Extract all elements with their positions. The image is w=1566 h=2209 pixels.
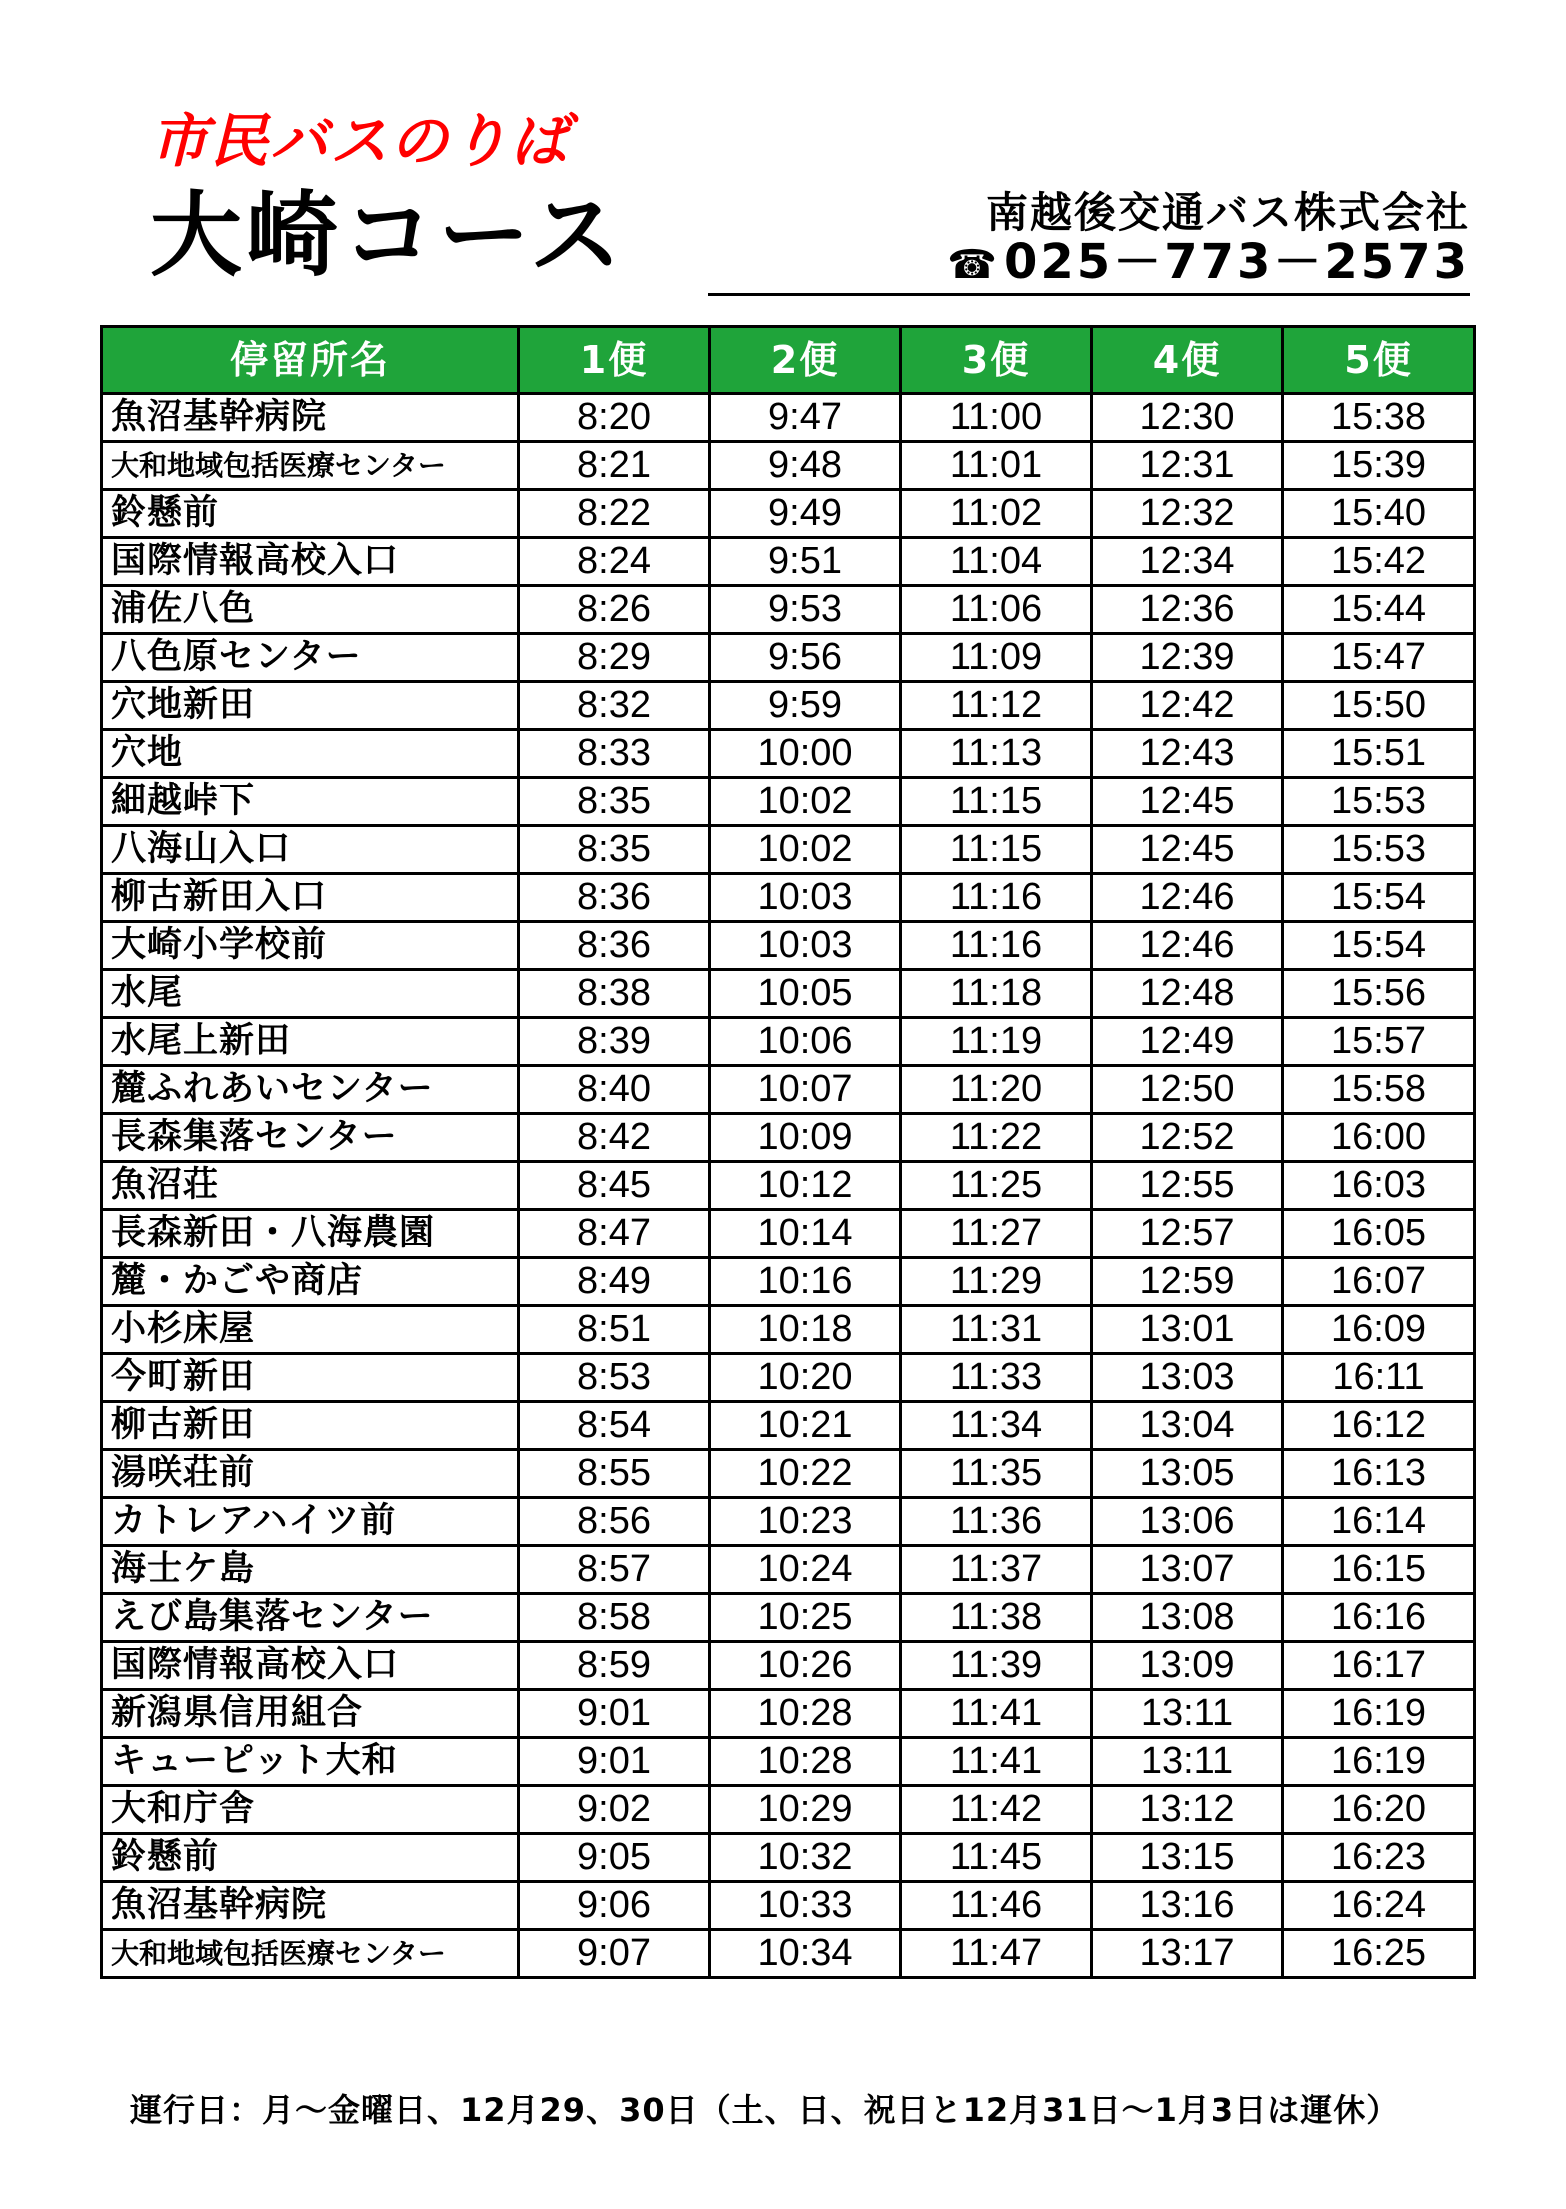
company-name: 南越後交通バス株式会社: [985, 188, 1470, 237]
departure-time-trip-4: 12:55: [1092, 1162, 1283, 1210]
departure-time-trip-5: 16:07: [1283, 1258, 1475, 1306]
departure-time-trip-4: 13:09: [1092, 1642, 1283, 1690]
stop-name: 麓・かごや商店: [102, 1258, 519, 1306]
stop-name: カトレアハイツ前: [102, 1498, 519, 1546]
departure-time-trip-1: 8:39: [519, 1018, 710, 1066]
departure-time-trip-2: 9:51: [710, 538, 901, 586]
departure-time-trip-4: 13:08: [1092, 1594, 1283, 1642]
table-row: [102, 922, 1475, 970]
departure-time-trip-2: 10:06: [710, 1018, 901, 1066]
departure-time-trip-4: 12:46: [1092, 874, 1283, 922]
table-row: [102, 1546, 1475, 1594]
stop-name: 浦佐八色: [102, 586, 519, 634]
departure-time-trip-3: 11:45: [901, 1834, 1092, 1882]
departure-time-trip-1: 8:21: [519, 442, 710, 490]
column-header-stop: 停留所名: [102, 327, 519, 394]
table-row: [102, 970, 1475, 1018]
departure-time-trip-3: 11:42: [901, 1786, 1092, 1834]
departure-time-trip-5: 15:40: [1283, 490, 1475, 538]
stop-name: キューピット大和: [102, 1738, 519, 1786]
departure-time-trip-2: 10:09: [710, 1114, 901, 1162]
departure-time-trip-4: 12:49: [1092, 1018, 1283, 1066]
departure-time-trip-5: 16:24: [1283, 1882, 1475, 1930]
departure-time-trip-2: 10:20: [710, 1354, 901, 1402]
header-divider: [708, 293, 1470, 296]
stop-name: 新潟県信用組合: [102, 1690, 519, 1738]
departure-time-trip-3: 11:00: [901, 394, 1092, 442]
table-row: [102, 778, 1475, 826]
departure-time-trip-2: 10:07: [710, 1066, 901, 1114]
departure-time-trip-2: 10:21: [710, 1402, 901, 1450]
departure-time-trip-4: 13:11: [1092, 1690, 1283, 1738]
departure-time-trip-4: 12:32: [1092, 490, 1283, 538]
departure-time-trip-1: 8:22: [519, 490, 710, 538]
departure-time-trip-5: 15:57: [1283, 1018, 1475, 1066]
stop-name: 鈴懸前: [102, 1834, 519, 1882]
departure-time-trip-4: 13:04: [1092, 1402, 1283, 1450]
column-header-trip-1: 1便: [519, 327, 710, 394]
departure-time-trip-5: 16:00: [1283, 1114, 1475, 1162]
table-row: [102, 1930, 1475, 1978]
timetable: [100, 325, 1476, 1979]
departure-time-trip-2: 10:02: [710, 826, 901, 874]
departure-time-trip-3: 11:39: [901, 1642, 1092, 1690]
departure-time-trip-2: 10:25: [710, 1594, 901, 1642]
departure-time-trip-5: 15:58: [1283, 1066, 1475, 1114]
departure-time-trip-2: 10:00: [710, 730, 901, 778]
departure-time-trip-3: 11:22: [901, 1114, 1092, 1162]
departure-time-trip-2: 9:48: [710, 442, 901, 490]
departure-time-trip-2: 10:18: [710, 1306, 901, 1354]
departure-time-trip-5: 16:13: [1283, 1450, 1475, 1498]
departure-time-trip-3: 11:15: [901, 826, 1092, 874]
departure-time-trip-5: 15:47: [1283, 634, 1475, 682]
table-row: [102, 730, 1475, 778]
table-row: [102, 1498, 1475, 1546]
stop-name: 水尾上新田: [102, 1018, 519, 1066]
table-row: [102, 1594, 1475, 1642]
departure-time-trip-3: 11:13: [901, 730, 1092, 778]
departure-time-trip-1: 8:29: [519, 634, 710, 682]
departure-time-trip-4: 12:34: [1092, 538, 1283, 586]
table-row: [102, 538, 1475, 586]
departure-time-trip-4: 12:52: [1092, 1114, 1283, 1162]
table-row: [102, 586, 1475, 634]
table-row: [102, 1210, 1475, 1258]
departure-time-trip-2: 9:47: [710, 394, 901, 442]
stop-name: 今町新田: [102, 1354, 519, 1402]
departure-time-trip-2: 10:14: [710, 1210, 901, 1258]
departure-time-trip-1: 9:01: [519, 1690, 710, 1738]
departure-time-trip-3: 11:41: [901, 1690, 1092, 1738]
departure-time-trip-5: 16:03: [1283, 1162, 1475, 1210]
departure-time-trip-2: 10:02: [710, 778, 901, 826]
stop-name: 鈴懸前: [102, 490, 519, 538]
departure-time-trip-4: 12:39: [1092, 634, 1283, 682]
departure-time-trip-3: 11:20: [901, 1066, 1092, 1114]
departure-time-trip-1: 8:40: [519, 1066, 710, 1114]
departure-time-trip-2: 9:53: [710, 586, 901, 634]
departure-time-trip-1: 8:56: [519, 1498, 710, 1546]
departure-time-trip-2: 10:28: [710, 1738, 901, 1786]
table-row: [102, 1882, 1475, 1930]
departure-time-trip-1: 8:54: [519, 1402, 710, 1450]
table-row: [102, 1018, 1475, 1066]
departure-time-trip-5: 15:44: [1283, 586, 1475, 634]
table-row: [102, 394, 1475, 442]
page-title: 大崎コース: [150, 182, 626, 289]
departure-time-trip-5: 15:56: [1283, 970, 1475, 1018]
departure-time-trip-3: 11:15: [901, 778, 1092, 826]
departure-time-trip-4: 12:57: [1092, 1210, 1283, 1258]
departure-time-trip-3: 11:33: [901, 1354, 1092, 1402]
departure-time-trip-4: 12:42: [1092, 682, 1283, 730]
departure-time-trip-1: 8:49: [519, 1258, 710, 1306]
departure-time-trip-2: 10:33: [710, 1882, 901, 1930]
departure-time-trip-4: 13:06: [1092, 1498, 1283, 1546]
departure-time-trip-3: 11:27: [901, 1210, 1092, 1258]
departure-time-trip-3: 11:37: [901, 1546, 1092, 1594]
departure-time-trip-1: 8:36: [519, 922, 710, 970]
stop-name: 魚沼基幹病院: [102, 1882, 519, 1930]
departure-time-trip-3: 11:01: [901, 442, 1092, 490]
column-header-trip-4: 4便: [1092, 327, 1283, 394]
stop-name: 八色原センター: [102, 634, 519, 682]
departure-time-trip-2: 10:16: [710, 1258, 901, 1306]
table-row: [102, 874, 1475, 922]
departure-time-trip-5: 15:53: [1283, 826, 1475, 874]
stop-name: 大和地域包括医療センター: [102, 1930, 519, 1978]
departure-time-trip-5: 15:38: [1283, 394, 1475, 442]
departure-time-trip-5: 15:54: [1283, 874, 1475, 922]
table-row: [102, 1642, 1475, 1690]
stop-name: 魚沼荘: [102, 1162, 519, 1210]
departure-time-trip-3: 11:46: [901, 1882, 1092, 1930]
departure-time-trip-1: 8:20: [519, 394, 710, 442]
stop-name: 細越峠下: [102, 778, 519, 826]
departure-time-trip-5: 16:19: [1283, 1738, 1475, 1786]
departure-time-trip-2: 10:23: [710, 1498, 901, 1546]
departure-time-trip-2: 9:49: [710, 490, 901, 538]
departure-time-trip-2: 10:34: [710, 1930, 901, 1978]
table-row: [102, 1786, 1475, 1834]
stop-name: 長森集落センター: [102, 1114, 519, 1162]
departure-time-trip-2: 10:32: [710, 1834, 901, 1882]
departure-time-trip-5: 16:11: [1283, 1354, 1475, 1402]
departure-time-trip-5: 15:39: [1283, 442, 1475, 490]
phone-number: [947, 234, 1470, 290]
stop-name: 柳古新田: [102, 1402, 519, 1450]
departure-time-trip-5: 16:05: [1283, 1210, 1475, 1258]
departure-time-trip-1: 9:02: [519, 1786, 710, 1834]
table-row: [102, 1258, 1475, 1306]
departure-time-trip-1: 9:01: [519, 1738, 710, 1786]
departure-time-trip-3: 11:09: [901, 634, 1092, 682]
stop-name: 湯咲荘前: [102, 1450, 519, 1498]
departure-time-trip-1: 8:35: [519, 826, 710, 874]
table-row: [102, 634, 1475, 682]
departure-time-trip-2: 10:24: [710, 1546, 901, 1594]
departure-time-trip-5: 16:17: [1283, 1642, 1475, 1690]
stop-name: えび島集落センター: [102, 1594, 519, 1642]
departure-time-trip-4: 13:01: [1092, 1306, 1283, 1354]
departure-time-trip-2: 10:26: [710, 1642, 901, 1690]
departure-time-trip-4: 12:45: [1092, 826, 1283, 874]
departure-time-trip-1: 8:51: [519, 1306, 710, 1354]
departure-time-trip-2: 10:12: [710, 1162, 901, 1210]
departure-time-trip-4: 13:03: [1092, 1354, 1283, 1402]
departure-time-trip-4: 12:50: [1092, 1066, 1283, 1114]
departure-time-trip-5: 16:19: [1283, 1690, 1475, 1738]
stop-name: 小杉床屋: [102, 1306, 519, 1354]
stop-name: 大和地域包括医療センター: [102, 442, 519, 490]
departure-time-trip-4: 12:31: [1092, 442, 1283, 490]
departure-time-trip-5: 15:53: [1283, 778, 1475, 826]
departure-time-trip-1: 8:36: [519, 874, 710, 922]
departure-time-trip-5: 16:12: [1283, 1402, 1475, 1450]
departure-time-trip-4: 12:36: [1092, 586, 1283, 634]
subtitle: 市民バスのりば: [150, 107, 571, 175]
table-row: [102, 682, 1475, 730]
column-header-trip-2: 2便: [710, 327, 901, 394]
stop-name: 八海山入口: [102, 826, 519, 874]
stop-name: 国際情報高校入口: [102, 538, 519, 586]
departure-time-trip-5: 15:50: [1283, 682, 1475, 730]
departure-time-trip-1: 9:05: [519, 1834, 710, 1882]
departure-time-trip-1: 8:26: [519, 586, 710, 634]
departure-time-trip-1: 8:38: [519, 970, 710, 1018]
departure-time-trip-4: 13:05: [1092, 1450, 1283, 1498]
table-row: [102, 1402, 1475, 1450]
table-row: [102, 1306, 1475, 1354]
departure-time-trip-3: 11:25: [901, 1162, 1092, 1210]
departure-time-trip-3: 11:29: [901, 1258, 1092, 1306]
table-row: [102, 1162, 1475, 1210]
departure-time-trip-5: 16:09: [1283, 1306, 1475, 1354]
departure-time-trip-1: 8:53: [519, 1354, 710, 1402]
departure-time-trip-3: 11:47: [901, 1930, 1092, 1978]
table-row: [102, 442, 1475, 490]
stop-name: 長森新田・八海農園: [102, 1210, 519, 1258]
departure-time-trip-1: 8:45: [519, 1162, 710, 1210]
phone-icon: ☎: [947, 242, 1000, 288]
departure-time-trip-5: 16:14: [1283, 1498, 1475, 1546]
table-row: [102, 1450, 1475, 1498]
departure-time-trip-1: 8:35: [519, 778, 710, 826]
departure-time-trip-4: 12:48: [1092, 970, 1283, 1018]
departure-time-trip-2: 10:29: [710, 1786, 901, 1834]
departure-time-trip-4: 12:43: [1092, 730, 1283, 778]
departure-time-trip-2: 9:56: [710, 634, 901, 682]
departure-time-trip-4: 13:16: [1092, 1882, 1283, 1930]
departure-time-trip-1: 9:07: [519, 1930, 710, 1978]
departure-time-trip-3: 11:04: [901, 538, 1092, 586]
departure-time-trip-3: 11:16: [901, 874, 1092, 922]
stop-name: 国際情報高校入口: [102, 1642, 519, 1690]
departure-time-trip-3: 11:18: [901, 970, 1092, 1018]
departure-time-trip-4: 13:15: [1092, 1834, 1283, 1882]
departure-time-trip-5: 15:54: [1283, 922, 1475, 970]
departure-time-trip-4: 12:45: [1092, 778, 1283, 826]
departure-time-trip-5: 16:25: [1283, 1930, 1475, 1978]
departure-time-trip-4: 13:12: [1092, 1786, 1283, 1834]
departure-time-trip-2: 9:59: [710, 682, 901, 730]
departure-time-trip-3: 11:19: [901, 1018, 1092, 1066]
departure-time-trip-3: 11:35: [901, 1450, 1092, 1498]
departure-time-trip-4: 13:17: [1092, 1930, 1283, 1978]
departure-time-trip-1: 8:47: [519, 1210, 710, 1258]
departure-time-trip-3: 11:16: [901, 922, 1092, 970]
departure-time-trip-3: 11:02: [901, 490, 1092, 538]
phone-number-text: 025－773－2573: [1004, 234, 1470, 290]
departure-time-trip-3: 11:06: [901, 586, 1092, 634]
departure-time-trip-4: 12:59: [1092, 1258, 1283, 1306]
departure-time-trip-5: 15:42: [1283, 538, 1475, 586]
stop-name: 魚沼基幹病院: [102, 394, 519, 442]
table-row: [102, 1738, 1475, 1786]
timetable-header-row: [102, 327, 1475, 394]
departure-time-trip-1: 8:58: [519, 1594, 710, 1642]
departure-time-trip-4: 13:11: [1092, 1738, 1283, 1786]
departure-time-trip-2: 10:28: [710, 1690, 901, 1738]
departure-time-trip-1: 8:33: [519, 730, 710, 778]
departure-time-trip-3: 11:36: [901, 1498, 1092, 1546]
departure-time-trip-2: 10:03: [710, 874, 901, 922]
stop-name: 柳古新田入口: [102, 874, 519, 922]
stop-name: 水尾: [102, 970, 519, 1018]
departure-time-trip-2: 10:05: [710, 970, 901, 1018]
departure-time-trip-5: 16:23: [1283, 1834, 1475, 1882]
table-row: [102, 1114, 1475, 1162]
timetable-body: [102, 394, 1475, 1978]
departure-time-trip-5: 16:16: [1283, 1594, 1475, 1642]
operating-days-note: 運行日：月～金曜日、12月29、30日（土、日、祝日と12月31日～1月3日は運休）: [130, 2091, 1400, 2129]
stop-name: 麓ふれあいセンター: [102, 1066, 519, 1114]
table-row: [102, 490, 1475, 538]
departure-time-trip-1: 9:06: [519, 1882, 710, 1930]
departure-time-trip-3: 11:31: [901, 1306, 1092, 1354]
table-row: [102, 1066, 1475, 1114]
column-header-trip-5: 5便: [1283, 327, 1475, 394]
table-row: [102, 1690, 1475, 1738]
stop-name: 大和庁舎: [102, 1786, 519, 1834]
departure-time-trip-5: 16:15: [1283, 1546, 1475, 1594]
departure-time-trip-3: 11:12: [901, 682, 1092, 730]
departure-time-trip-1: 8:42: [519, 1114, 710, 1162]
table-row: [102, 1354, 1475, 1402]
departure-time-trip-3: 11:38: [901, 1594, 1092, 1642]
table-row: [102, 826, 1475, 874]
table-row: [102, 1834, 1475, 1882]
stop-name: 海士ケ島: [102, 1546, 519, 1594]
departure-time-trip-1: 8:57: [519, 1546, 710, 1594]
departure-time-trip-1: 8:55: [519, 1450, 710, 1498]
departure-time-trip-1: 8:24: [519, 538, 710, 586]
column-header-trip-3: 3便: [901, 327, 1092, 394]
stop-name: 穴地: [102, 730, 519, 778]
departure-time-trip-4: 13:07: [1092, 1546, 1283, 1594]
departure-time-trip-4: 12:30: [1092, 394, 1283, 442]
departure-time-trip-1: 8:59: [519, 1642, 710, 1690]
departure-time-trip-5: 15:51: [1283, 730, 1475, 778]
stop-name: 大崎小学校前: [102, 922, 519, 970]
departure-time-trip-5: 16:20: [1283, 1786, 1475, 1834]
departure-time-trip-3: 11:41: [901, 1738, 1092, 1786]
departure-time-trip-4: 12:46: [1092, 922, 1283, 970]
departure-time-trip-1: 8:32: [519, 682, 710, 730]
departure-time-trip-2: 10:22: [710, 1450, 901, 1498]
departure-time-trip-2: 10:03: [710, 922, 901, 970]
stop-name: 穴地新田: [102, 682, 519, 730]
departure-time-trip-3: 11:34: [901, 1402, 1092, 1450]
